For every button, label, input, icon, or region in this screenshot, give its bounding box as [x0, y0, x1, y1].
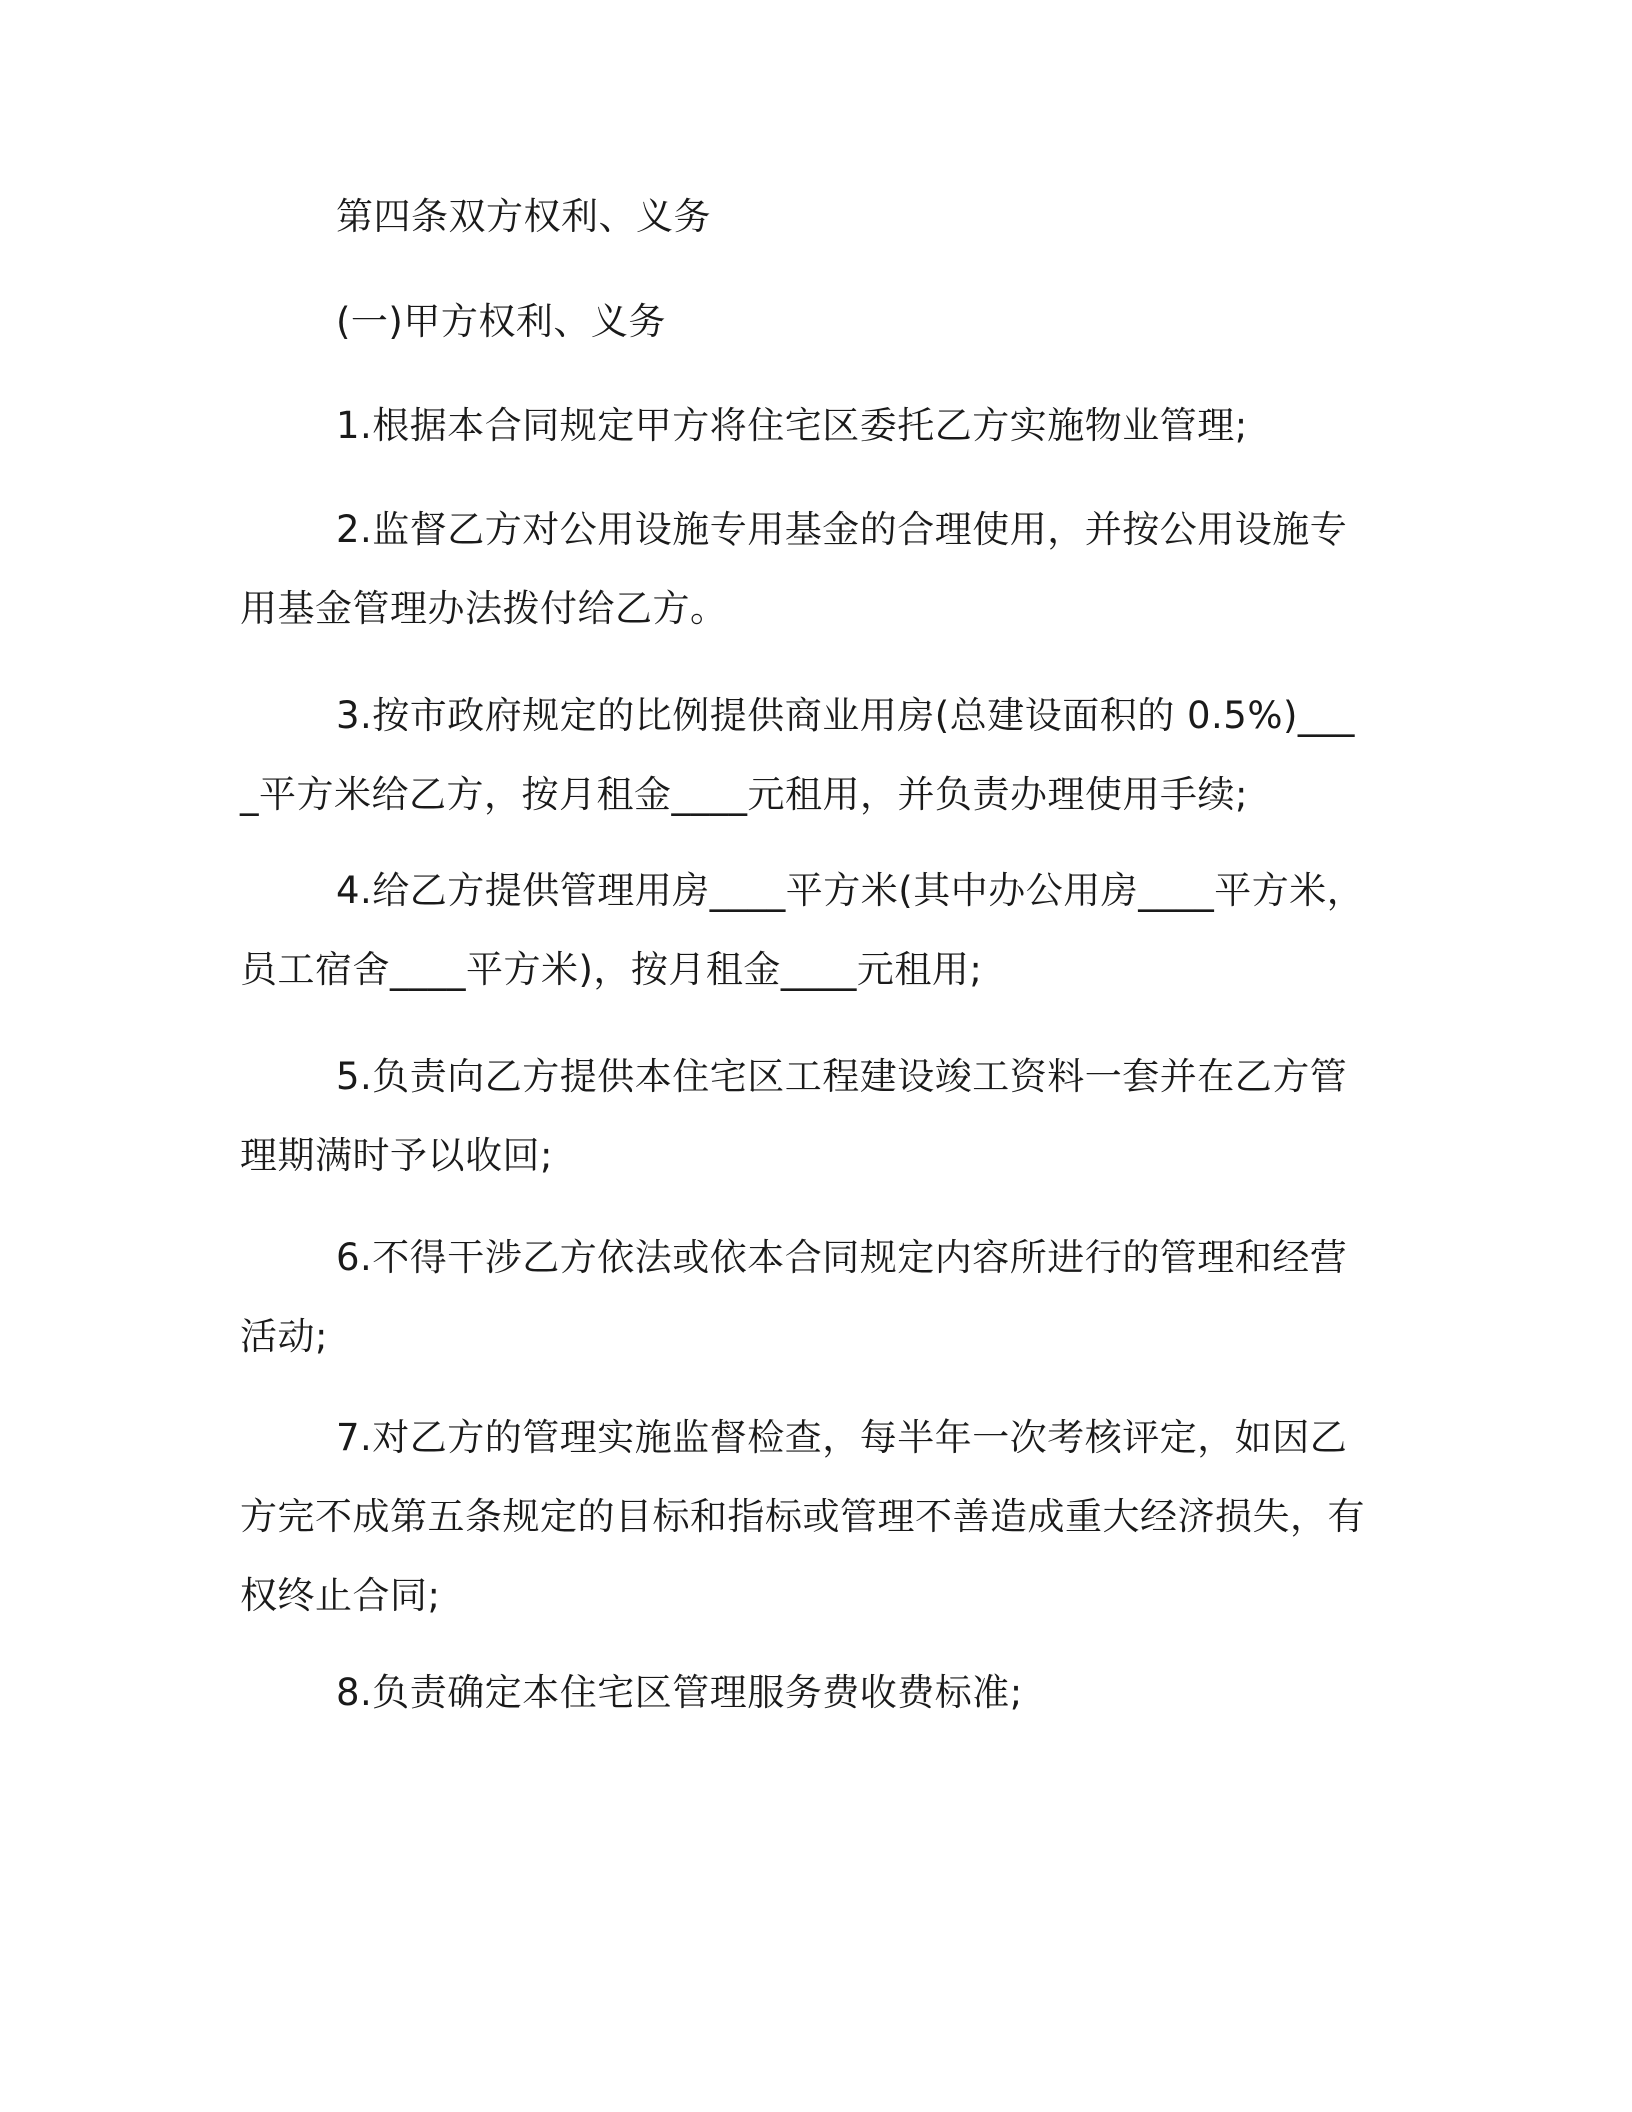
clause-item-7: 7.对乙方的管理实施监督检查，每半年一次考核评定，如因乙方完不成第五条规定的目标和指标或管理不善造成重大经济损失，有权终止合同;: [240, 1416, 1365, 1617]
clause-item-6: 6.不得干涉乙方依法或依本合同规定内容所进行的管理和经营活动;: [240, 1236, 1348, 1358]
clause-item-3: 3.按市政府规定的比例提供商业用房(总建设面积的 0.5%)____平方米给乙方，按月租金____元租用，并负责办理使用手续;: [240, 694, 1355, 816]
clause-item-5: 5.负责向乙方提供本住宅区工程建设竣工资料一套并在乙方管理期满时予以收回;: [240, 1055, 1348, 1177]
section-subheading: (一)甲方权利、义务: [336, 300, 666, 343]
article-heading: 第四条双方权利、义务: [336, 195, 711, 238]
clause-item-2: 2.监督乙方对公用设施专用基金的合理使用，并按公用设施专用基金管理办法拨付给乙方。: [240, 508, 1348, 630]
clause-item-4: 4.给乙方提供管理用房____平方米(其中办公用房____平方米，员工宿舍____平方米)，按月租金____元租用;: [240, 869, 1365, 991]
clause-item-8: 8.负责确定本住宅区管理服务费收费标准;: [336, 1671, 1023, 1714]
clause-item-1: 1.根据本合同规定甲方将住宅区委托乙方实施物业管理;: [336, 404, 1248, 447]
